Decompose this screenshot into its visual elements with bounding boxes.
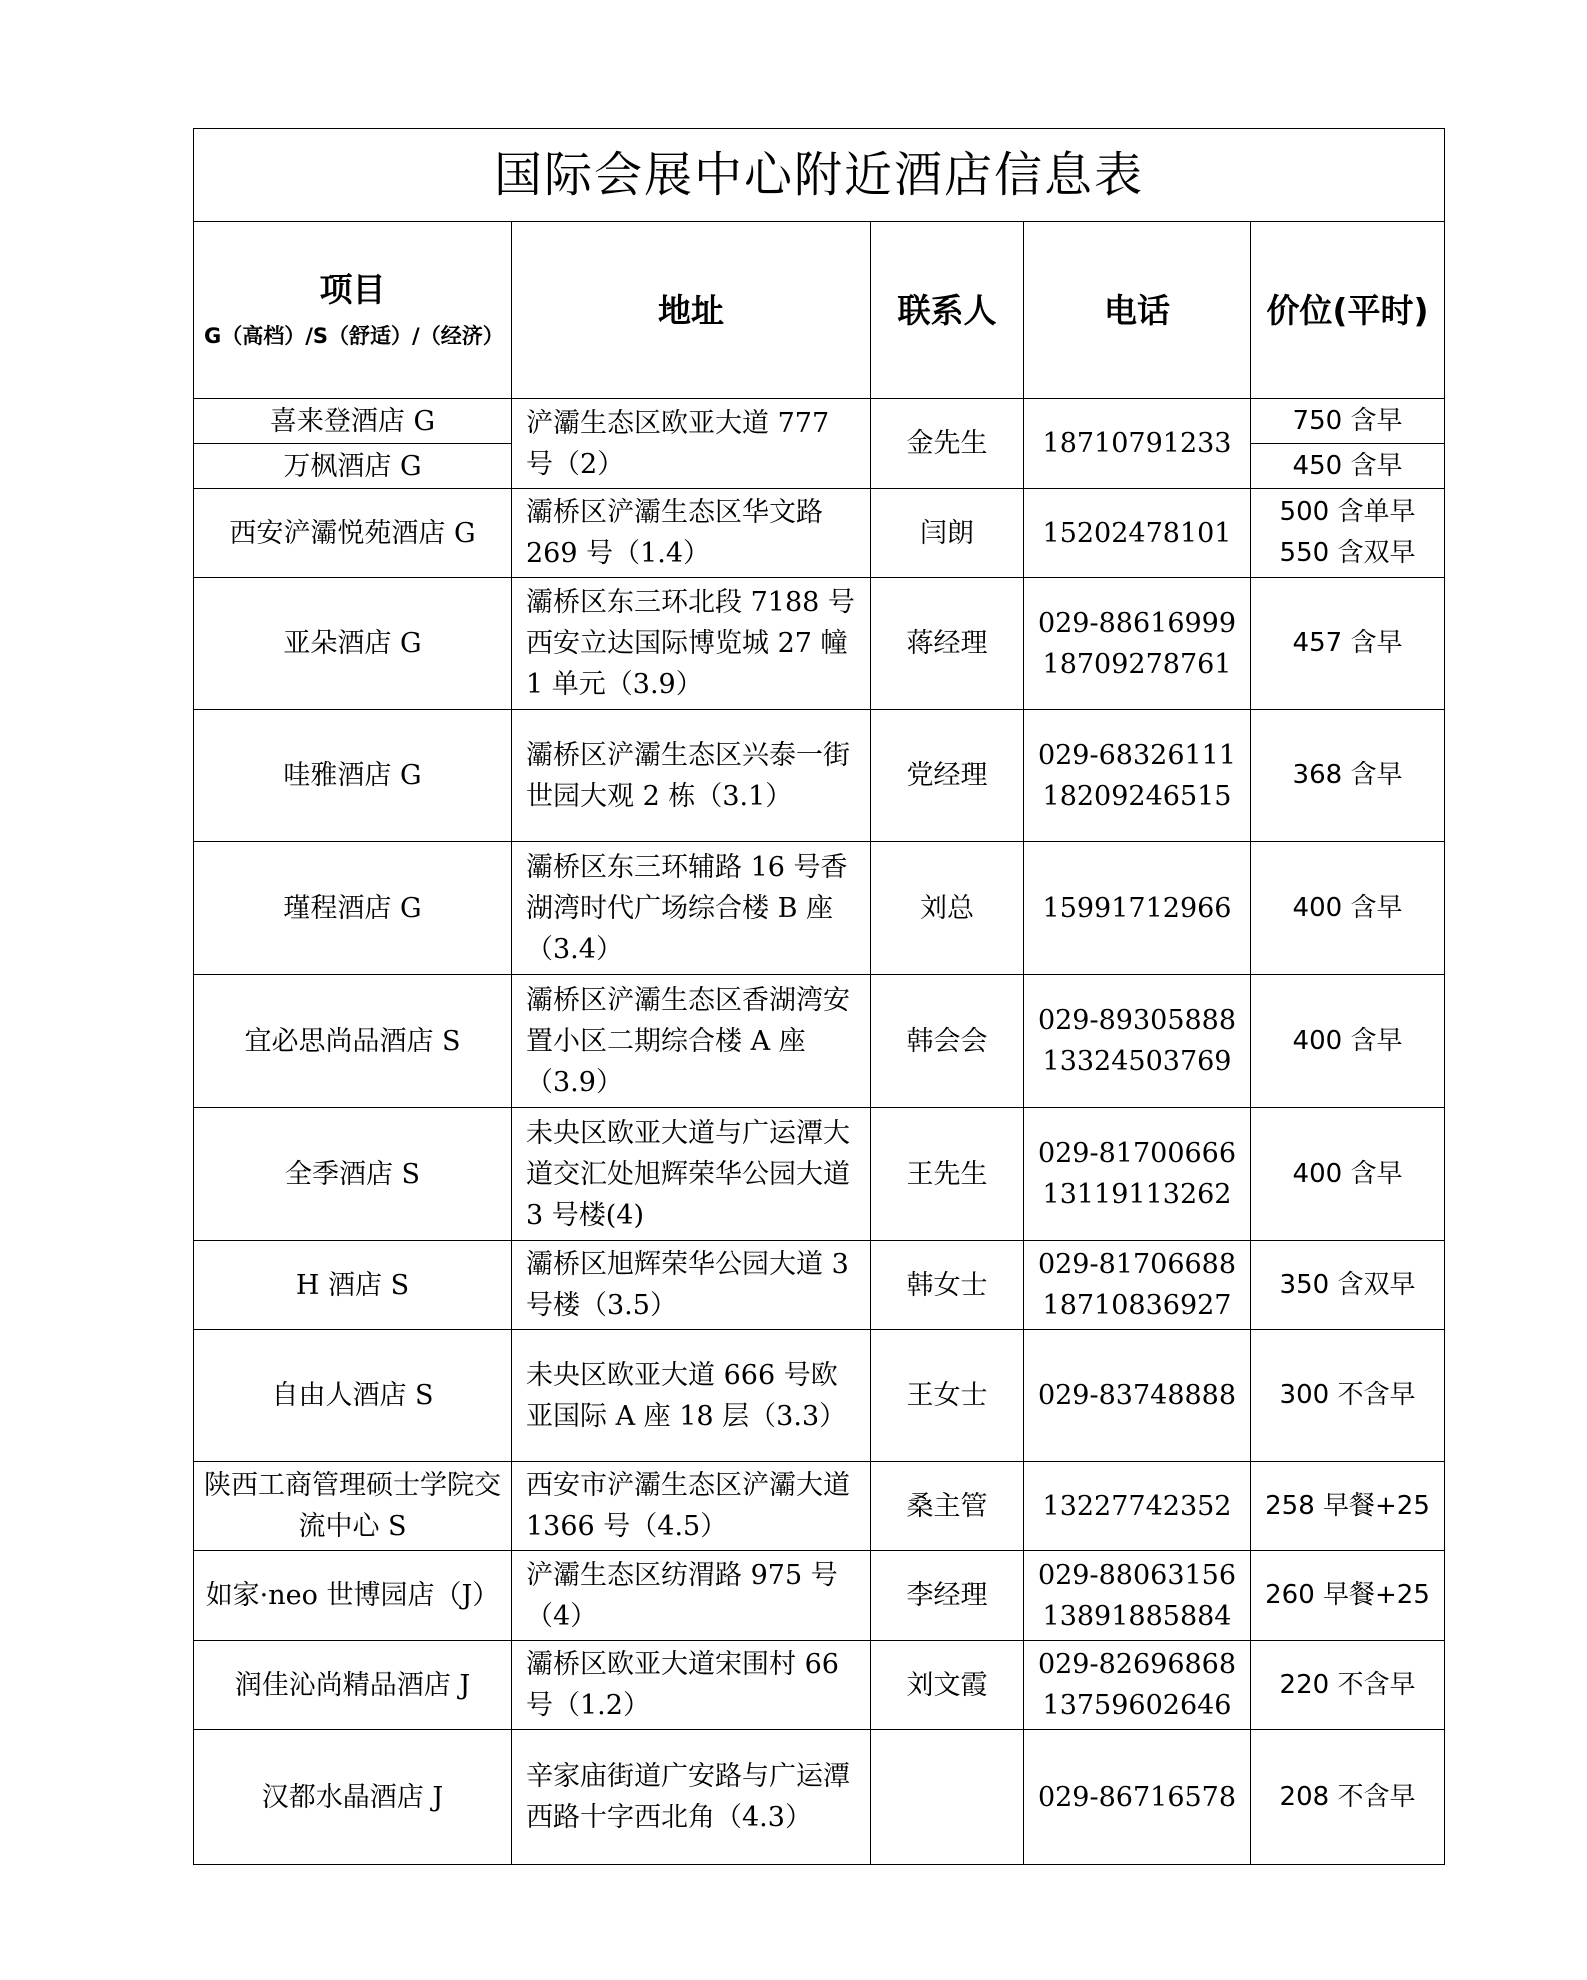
hotel-contact: 党经理 bbox=[871, 710, 1024, 842]
table-row bbox=[194, 1730, 1445, 1865]
phone-number: 029-82696868 bbox=[1037, 1649, 1237, 1680]
hotel-phone bbox=[1024, 975, 1251, 1108]
hotel-name: 万枫酒店 G bbox=[194, 444, 512, 489]
hotel-address: 灞桥区浐灞生态区香湖湾安置小区二期综合楼 A 座（3.9） bbox=[512, 975, 871, 1108]
table-row bbox=[194, 710, 1445, 842]
phone-number: 13324503769 bbox=[1042, 1046, 1232, 1077]
hotel-contact: 刘文霞 bbox=[871, 1641, 1024, 1730]
header-price: 价位(平时) bbox=[1251, 222, 1445, 399]
price-line: 300 不含早 bbox=[1279, 1380, 1416, 1410]
hotel-name: 哇雅酒店 G bbox=[194, 710, 512, 842]
hotel-contact: 王先生 bbox=[871, 1108, 1024, 1241]
hotel-contact: 金先生 bbox=[871, 399, 1024, 489]
hotel-price bbox=[1251, 489, 1445, 578]
header-item-sub: G（高档）/S（舒适）/（经济） bbox=[204, 324, 504, 348]
header-contact: 联系人 bbox=[871, 222, 1024, 399]
phone-number: 13891885884 bbox=[1042, 1600, 1232, 1632]
hotel-contact bbox=[871, 1730, 1024, 1865]
hotel-contact: 李经理 bbox=[871, 1551, 1024, 1641]
hotel-price bbox=[1251, 399, 1445, 444]
price-line: 220 不含早 bbox=[1279, 1669, 1416, 1700]
phone-number: 029-81706688 bbox=[1037, 1249, 1237, 1280]
hotel-phone bbox=[1024, 1330, 1251, 1462]
phone-number: 029-88616999 bbox=[1037, 607, 1237, 639]
price-line: 400 含早 bbox=[1292, 1025, 1403, 1056]
phone-number: 029-88063156 bbox=[1037, 1559, 1237, 1591]
price-line: 550 含双早 bbox=[1279, 538, 1416, 568]
hotel-name: 亚朵酒店 G bbox=[194, 578, 512, 710]
table-row bbox=[194, 1330, 1445, 1462]
price-line: 400 含早 bbox=[1292, 892, 1403, 923]
hotel-contact: 王女士 bbox=[871, 1330, 1024, 1462]
table-row bbox=[194, 578, 1445, 710]
hotel-name: 润佳沁尚精品酒店 J bbox=[194, 1641, 512, 1730]
hotel-phone bbox=[1024, 399, 1251, 489]
phone-number: 029-86716578 bbox=[1037, 1781, 1237, 1813]
hotel-price bbox=[1251, 1730, 1445, 1865]
phone-number: 13759602646 bbox=[1042, 1690, 1232, 1721]
phone-number: 18710791233 bbox=[1042, 428, 1232, 459]
phone-number: 029-83748888 bbox=[1037, 1380, 1237, 1411]
hotel-phone bbox=[1024, 1108, 1251, 1241]
hotel-name: 宜必思尚品酒店 S bbox=[194, 975, 512, 1108]
hotel-price bbox=[1251, 1241, 1445, 1330]
table-row bbox=[194, 1241, 1445, 1330]
table-row bbox=[194, 1462, 1445, 1551]
phone-number: 029-81700666 bbox=[1037, 1138, 1237, 1169]
hotel-phone bbox=[1024, 578, 1251, 710]
hotel-contact: 韩女士 bbox=[871, 1241, 1024, 1330]
header-phone: 电话 bbox=[1024, 222, 1251, 399]
hotel-contact: 蒋经理 bbox=[871, 578, 1024, 710]
price-line: 457 含早 bbox=[1292, 628, 1403, 658]
hotel-contact: 闫朗 bbox=[871, 489, 1024, 578]
title-row bbox=[194, 129, 1445, 222]
phone-number: 15202478101 bbox=[1042, 517, 1232, 549]
hotel-address: 灞桥区东三环辅路 16 号香湖湾时代广场综合楼 B 座（3.4） bbox=[512, 842, 871, 975]
table-row bbox=[194, 489, 1445, 578]
price-line: 750 含早 bbox=[1292, 405, 1403, 436]
hotel-price bbox=[1251, 842, 1445, 975]
table-title: 国际会展中心附近酒店信息表 bbox=[194, 129, 1445, 222]
hotel-price bbox=[1251, 1330, 1445, 1462]
hotel-price bbox=[1251, 578, 1445, 710]
hotel-address: 灞桥区东三环北段 7188 号西安立达国际博览城 27 幢 1 单元（3.9） bbox=[512, 578, 871, 710]
hotel-price bbox=[1251, 1108, 1445, 1241]
table-row bbox=[194, 975, 1445, 1108]
hotel-price bbox=[1251, 710, 1445, 842]
hotel-price bbox=[1251, 444, 1445, 489]
price-line: 260 早餐+25 bbox=[1265, 1580, 1430, 1610]
price-line: 350 含双早 bbox=[1279, 1269, 1416, 1300]
hotel-phone bbox=[1024, 1551, 1251, 1641]
hotel-price bbox=[1251, 1641, 1445, 1730]
hotel-name: 如家·neo 世博园店（J） bbox=[194, 1551, 512, 1641]
phone-number: 13227742352 bbox=[1042, 1490, 1232, 1522]
hotel-phone bbox=[1024, 1241, 1251, 1330]
hotel-phone bbox=[1024, 1641, 1251, 1730]
hotel-price bbox=[1251, 975, 1445, 1108]
hotel-address: 浐灞生态区纺渭路 975 号（4） bbox=[512, 1551, 871, 1641]
hotel-phone bbox=[1024, 842, 1251, 975]
phone-number: 15991712966 bbox=[1042, 892, 1232, 924]
hotel-phone bbox=[1024, 710, 1251, 842]
hotel-address: 浐灞生态区欧亚大道 777 号（2） bbox=[512, 399, 871, 489]
hotel-name: 陕西工商管理硕士学院交流中心 S bbox=[194, 1462, 512, 1551]
hotel-contact: 桑主管 bbox=[871, 1462, 1024, 1551]
hotel-name: H 酒店 S bbox=[194, 1241, 512, 1330]
price-line: 258 早餐+25 bbox=[1265, 1490, 1430, 1521]
price-line: 368 含早 bbox=[1292, 760, 1403, 790]
phone-number: 13119113262 bbox=[1042, 1179, 1232, 1210]
price-line: 500 含单早 bbox=[1279, 497, 1416, 527]
table-row bbox=[194, 842, 1445, 975]
hotel-name: 喜来登酒店 G bbox=[194, 399, 512, 444]
hotel-address: 未央区欧亚大道 666 号欧亚国际 A 座 18 层（3.3） bbox=[512, 1330, 871, 1462]
phone-number: 18709278761 bbox=[1042, 648, 1232, 680]
price-line: 400 含早 bbox=[1292, 1158, 1403, 1189]
hotel-address: 灞桥区浐灞生态区华文路 269 号（1.4） bbox=[512, 489, 871, 578]
table-row bbox=[194, 1641, 1445, 1730]
hotel-address: 西安市浐灞生态区浐灞大道 1366 号（4.5） bbox=[512, 1462, 871, 1551]
hotel-phone bbox=[1024, 1462, 1251, 1551]
hotel-name: 全季酒店 S bbox=[194, 1108, 512, 1241]
hotel-phone bbox=[1024, 1730, 1251, 1865]
hotel-name: 汉都水晶酒店 J bbox=[194, 1730, 512, 1865]
hotel-name: 瑾程酒店 G bbox=[194, 842, 512, 975]
table-row bbox=[194, 1108, 1445, 1241]
hotel-info-table bbox=[193, 128, 1445, 1865]
hotel-price bbox=[1251, 1462, 1445, 1551]
price-line: 208 不含早 bbox=[1279, 1781, 1416, 1812]
hotel-contact: 刘总 bbox=[871, 842, 1024, 975]
phone-number: 18209246515 bbox=[1042, 780, 1232, 812]
hotel-contact: 韩会会 bbox=[871, 975, 1024, 1108]
table-row bbox=[194, 1551, 1445, 1641]
price-line: 450 含早 bbox=[1292, 450, 1403, 481]
header-item bbox=[194, 222, 512, 399]
hotel-address: 辛家庙街道广安路与广运潭西路十字西北角（4.3） bbox=[512, 1730, 871, 1865]
hotel-address: 灞桥区旭辉荣华公园大道 3 号楼（3.5） bbox=[512, 1241, 871, 1330]
header-item-label: 项目 bbox=[319, 270, 386, 309]
hotel-address: 未央区欧亚大道与广运潭大道交汇处旭辉荣华公园大道 3 号楼(4) bbox=[512, 1108, 871, 1241]
hotel-address: 灞桥区欧亚大道宋围村 66 号（1.2） bbox=[512, 1641, 871, 1730]
hotel-price bbox=[1251, 1551, 1445, 1641]
table-row bbox=[194, 399, 1445, 444]
header-address: 地址 bbox=[512, 222, 871, 399]
hotel-name: 自由人酒店 S bbox=[194, 1330, 512, 1462]
hotel-phone bbox=[1024, 489, 1251, 578]
phone-number: 029-68326111 bbox=[1037, 739, 1237, 771]
header-row bbox=[194, 222, 1445, 399]
hotel-address: 灞桥区浐灞生态区兴泰一街世园大观 2 栋（3.1） bbox=[512, 710, 871, 842]
phone-number: 18710836927 bbox=[1042, 1290, 1232, 1321]
phone-number: 029-89305888 bbox=[1037, 1005, 1237, 1036]
hotel-name: 西安浐灞悦苑酒店 G bbox=[194, 489, 512, 578]
